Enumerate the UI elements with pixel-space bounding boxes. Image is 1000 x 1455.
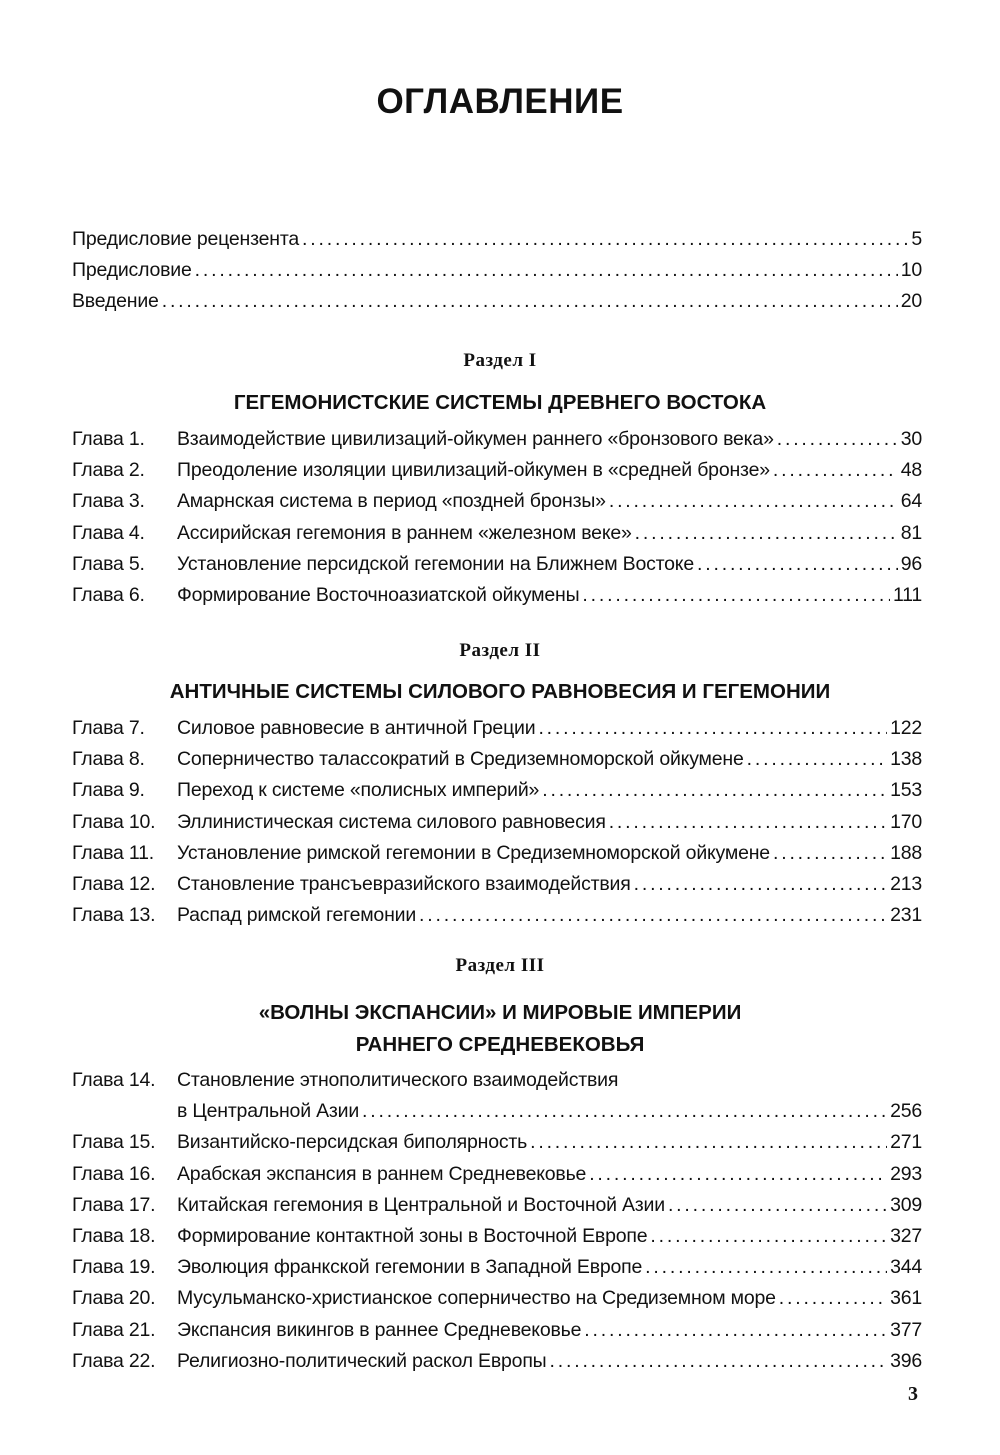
dot-leader bbox=[777, 428, 898, 451]
dot-leader bbox=[645, 1256, 887, 1279]
toc-entry bbox=[72, 553, 922, 584]
toc-entry bbox=[72, 1225, 922, 1256]
chapter-label: Глава 17. bbox=[72, 1193, 156, 1216]
dot-leader bbox=[542, 779, 887, 802]
page-ref: 138 bbox=[890, 748, 922, 771]
page-ref: 231 bbox=[890, 904, 922, 927]
chapter-list bbox=[72, 717, 922, 935]
toc-entry bbox=[72, 1100, 922, 1131]
entry-title: Китайская гегемония в Центральной и Восточной Азии bbox=[177, 1193, 665, 1216]
page-ref: 188 bbox=[890, 841, 922, 864]
page-number: 3 bbox=[908, 1383, 918, 1405]
chapter-label: Глава 13. bbox=[72, 904, 156, 927]
toc-entry bbox=[72, 748, 922, 779]
chapter-label: Глава 21. bbox=[72, 1318, 156, 1341]
chapter-label: Глава 1. bbox=[72, 428, 145, 450]
page-ref: 48 bbox=[900, 459, 922, 482]
entry-title: Предисловие bbox=[72, 259, 192, 282]
toc-entry bbox=[72, 1287, 922, 1318]
entry-title: Преодоление изоляции цивилизаций-ойкумен в «средней бронзе» bbox=[177, 459, 770, 482]
toc-entry bbox=[72, 428, 922, 459]
chapter-label: Глава 3. bbox=[72, 490, 145, 513]
section-heading bbox=[0, 676, 1000, 708]
chapter-label: Глава 20. bbox=[72, 1287, 156, 1310]
chapter-label: Глава 2. bbox=[72, 459, 145, 482]
page-ref: 396 bbox=[890, 1349, 922, 1372]
entry-title: Соперничество талассократий в Средиземноморской ойкумене bbox=[177, 748, 744, 771]
page-ref: 271 bbox=[890, 1131, 922, 1154]
chapter-label: Глава 19. bbox=[72, 1256, 156, 1279]
page-ref: 10 bbox=[900, 259, 922, 282]
entry-title: Арабская экспансия в раннем Средневековье bbox=[177, 1162, 587, 1185]
dot-leader bbox=[747, 748, 887, 771]
entry-title: Эллинистическая система силового равновесия bbox=[177, 810, 606, 833]
entry-title: Эволюция франкской гегемонии в Западной Европе bbox=[177, 1256, 643, 1279]
toc-entry bbox=[72, 1256, 922, 1287]
chapter-label: Глава 4. bbox=[72, 521, 145, 544]
dot-leader bbox=[589, 1163, 887, 1186]
dot-leader bbox=[582, 584, 890, 607]
chapter-label: Глава 11. bbox=[72, 841, 154, 864]
page-ref: 170 bbox=[890, 810, 922, 833]
toc-entry bbox=[72, 904, 922, 935]
dot-leader bbox=[609, 811, 887, 834]
section-heading-line: РАННЕГО СРЕДНЕВЕКОВЬЯ bbox=[355, 1033, 645, 1056]
page-ref: 344 bbox=[890, 1256, 922, 1279]
section-heading-line: «ВОЛНЫ ЭКСПАНСИИ» И МИРОВЫЕ ИМПЕРИИ bbox=[258, 1001, 742, 1024]
section-heading-line: ГЕГЕМОНИСТСКИЕ СИСТЕМЫ ДРЕВНЕГО ВОСТОКА bbox=[233, 391, 767, 414]
page-ref: 293 bbox=[890, 1162, 922, 1185]
page-ref: 309 bbox=[890, 1193, 922, 1216]
entry-title: Становление трансъевразийского взаимодействия bbox=[177, 872, 631, 895]
dot-leader bbox=[162, 290, 898, 313]
section-heading-line: АНТИЧНЫЕ СИСТЕМЫ СИЛОВОГО РАВНОВЕСИЯ И ГЕГЕМОНИИ bbox=[169, 680, 831, 703]
toc-entry bbox=[72, 459, 922, 490]
chapter-list bbox=[72, 428, 922, 615]
entry-title: Ассирийская гегемония в раннем «железном веке» bbox=[177, 521, 632, 544]
entry-title: Введение bbox=[72, 290, 159, 313]
entry-title: Распад римской гегемонии bbox=[177, 904, 417, 927]
dot-leader bbox=[538, 717, 887, 740]
entry-title: Византийско-персидская биполярность bbox=[177, 1131, 528, 1154]
chapter-label: Глава 16. bbox=[72, 1162, 156, 1185]
page-ref: 361 bbox=[890, 1287, 922, 1310]
dot-leader bbox=[668, 1194, 887, 1217]
entry-title: Предисловие рецензента bbox=[72, 228, 300, 250]
entry-title: Переход к системе «полисных империй» bbox=[177, 779, 540, 802]
entry-title: Становление этнополитического взаимодействия bbox=[177, 1069, 619, 1091]
page-ref: 5 bbox=[911, 228, 922, 250]
entry-title: Силовое равновесие в античной Греции bbox=[177, 717, 536, 739]
chapter-label: Глава 8. bbox=[72, 748, 145, 771]
entry-title: Взаимодействие цивилизаций-ойкумен раннего «бронзового века» bbox=[177, 428, 774, 450]
page-ref: 64 bbox=[900, 490, 922, 513]
entry-title: Религиозно-политический раскол Европы bbox=[177, 1349, 547, 1372]
dot-leader bbox=[773, 842, 887, 865]
dot-leader bbox=[634, 873, 887, 896]
section-heading bbox=[0, 997, 1000, 1061]
front-matter-list bbox=[72, 228, 922, 322]
entry-title: Установление римской гегемонии в Средиземноморской ойкумене bbox=[177, 841, 770, 864]
toc-entry bbox=[72, 811, 922, 842]
dot-leader bbox=[779, 1287, 887, 1310]
chapter-label: Глава 6. bbox=[72, 583, 145, 606]
page-title: ОГЛАВЛЕНИЕ bbox=[376, 82, 624, 121]
page-ref: 213 bbox=[890, 872, 922, 895]
chapter-label: Глава 5. bbox=[72, 552, 145, 575]
page-ref: 153 bbox=[890, 779, 922, 802]
chapter-label: Глава 10. bbox=[72, 810, 156, 833]
page-ref: 96 bbox=[900, 552, 922, 575]
chapter-label: Глава 14. bbox=[72, 1069, 156, 1091]
dot-leader bbox=[635, 522, 898, 545]
section-label: Раздел III bbox=[455, 955, 545, 976]
entry-title: в Центральной Азии bbox=[177, 1100, 360, 1123]
entry-title: Экспансия викингов в раннее Средневековье bbox=[177, 1318, 582, 1341]
chapter-label: Глава 7. bbox=[72, 717, 145, 739]
toc-entry bbox=[72, 490, 922, 521]
page-ref: 30 bbox=[900, 428, 922, 450]
toc-entry bbox=[72, 584, 922, 615]
dot-leader bbox=[773, 459, 898, 482]
toc-entry bbox=[72, 873, 922, 904]
page-ref: 256 bbox=[890, 1100, 922, 1123]
toc-entry bbox=[72, 290, 922, 321]
dot-leader bbox=[362, 1100, 887, 1123]
toc-entry bbox=[72, 1069, 922, 1100]
page-ref: 81 bbox=[900, 521, 922, 544]
chapter-label: Глава 18. bbox=[72, 1224, 156, 1247]
chapter-label: Глава 15. bbox=[72, 1131, 156, 1154]
section-label: Раздел I bbox=[463, 350, 537, 371]
dot-leader bbox=[550, 1350, 888, 1373]
entry-title: Мусульманско-христианское соперничество на Средиземном море bbox=[177, 1287, 776, 1310]
toc-entry bbox=[72, 717, 922, 748]
toc-entry bbox=[72, 259, 922, 290]
page-ref: 327 bbox=[890, 1224, 922, 1247]
section-heading bbox=[0, 387, 1000, 419]
toc-entry bbox=[72, 1350, 922, 1381]
toc-entry bbox=[72, 842, 922, 873]
toc-entry bbox=[72, 779, 922, 810]
section-label: Раздел II bbox=[459, 640, 541, 661]
dot-leader bbox=[584, 1319, 887, 1342]
chapter-list bbox=[72, 1069, 922, 1381]
dot-leader bbox=[302, 228, 908, 251]
entry-title: Формирование контактной зоны в Восточной Европе bbox=[177, 1224, 648, 1247]
toc-entry bbox=[72, 1163, 922, 1194]
dot-leader bbox=[530, 1131, 887, 1154]
toc-entry bbox=[72, 522, 922, 553]
page-ref: 122 bbox=[890, 717, 922, 739]
page-ref: 20 bbox=[900, 290, 922, 313]
dot-leader bbox=[650, 1225, 887, 1248]
entry-title: Формирование Восточноазиатской ойкумены bbox=[177, 583, 580, 606]
page-ref: 377 bbox=[890, 1318, 922, 1341]
entry-title: Амарнская система в период «поздней бронзы» bbox=[177, 490, 606, 513]
dot-leader bbox=[419, 904, 887, 927]
chapter-label: Глава 22. bbox=[72, 1349, 156, 1372]
toc-entry bbox=[72, 1131, 922, 1162]
chapter-label: Глава 9. bbox=[72, 779, 145, 802]
chapter-label: Глава 12. bbox=[72, 872, 156, 895]
toc-entry bbox=[72, 1194, 922, 1225]
dot-leader bbox=[609, 490, 898, 513]
toc-entry bbox=[72, 228, 922, 259]
dot-leader bbox=[195, 259, 898, 282]
toc-entry bbox=[72, 1319, 922, 1350]
dot-leader bbox=[697, 553, 898, 576]
page-ref: 111 bbox=[892, 583, 922, 606]
entry-title: Установление персидской гегемонии на Ближнем Востоке bbox=[177, 552, 694, 575]
